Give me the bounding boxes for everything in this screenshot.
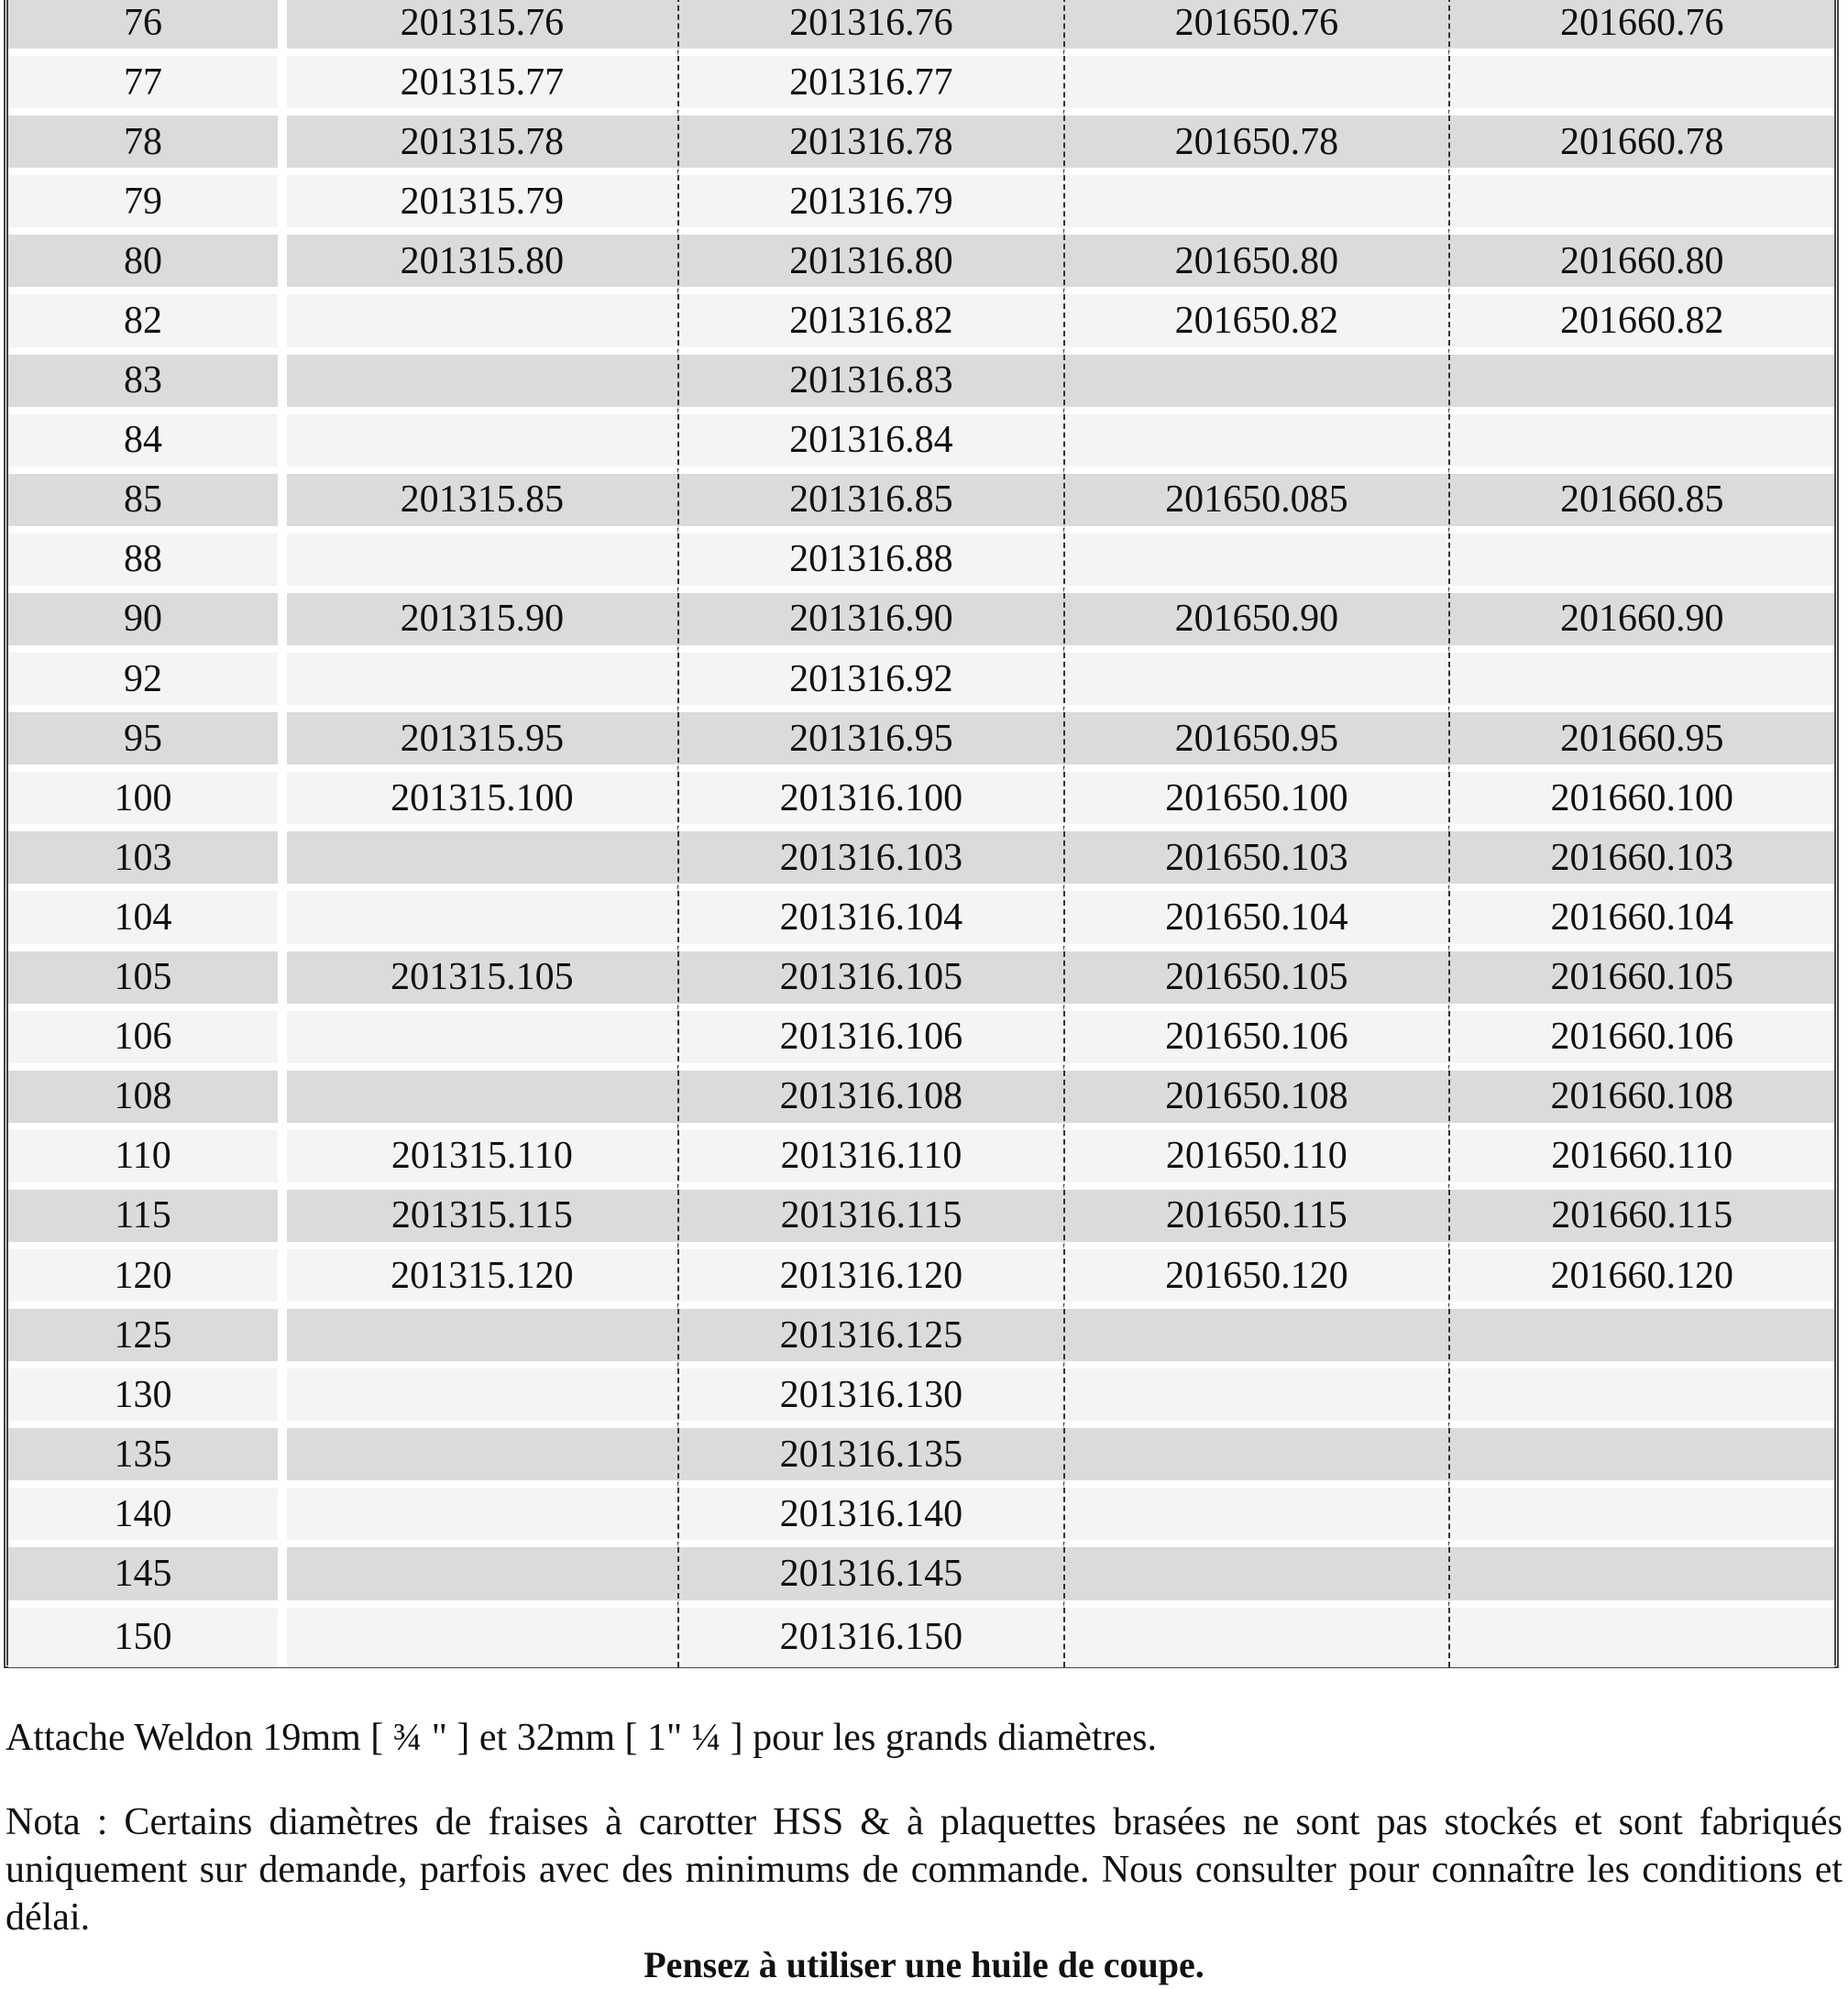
reference-cell <box>1448 414 1834 474</box>
reference-cell: 201650.105 <box>1063 951 1447 1011</box>
reference-cell: 201316.150 <box>677 1608 1063 1667</box>
reference-cell: 201315.110 <box>287 1130 677 1190</box>
reference-cell <box>1063 1428 1447 1488</box>
reference-cell: 201650.115 <box>1063 1190 1447 1249</box>
table-row <box>8 474 1834 533</box>
reference-cell <box>1448 533 1834 593</box>
reference-cell: 201315.78 <box>287 115 677 175</box>
reference-cell: 201315.77 <box>287 56 677 115</box>
reference-cell <box>1448 175 1834 235</box>
reference-cell: 201315.105 <box>287 951 677 1011</box>
reference-cell <box>1063 175 1447 235</box>
diameter-cell: 103 <box>8 831 287 891</box>
reference-cell: 201316.85 <box>677 474 1063 533</box>
reference-cell <box>1063 1309 1447 1368</box>
table-row <box>8 294 1834 354</box>
reference-cell: 201316.103 <box>677 831 1063 891</box>
reference-cell <box>1063 414 1447 474</box>
reference-cell: 201316.77 <box>677 56 1063 115</box>
table-row <box>8 891 1834 951</box>
table-row <box>8 414 1834 474</box>
reference-cell: 201315.100 <box>287 772 677 831</box>
diameter-cell: 82 <box>8 294 287 354</box>
table-row <box>8 0 1834 56</box>
table-row <box>8 1428 1834 1488</box>
reference-cell <box>1063 1368 1447 1428</box>
reference-cell: 201316.120 <box>677 1249 1063 1309</box>
diameter-cell: 77 <box>8 56 287 115</box>
reference-cell <box>287 1368 677 1428</box>
reference-cell: 201660.78 <box>1448 115 1834 175</box>
reference-cell: 201650.106 <box>1063 1011 1447 1071</box>
reference-cell: 201650.78 <box>1063 115 1447 175</box>
reference-cell: 201650.95 <box>1063 712 1447 772</box>
reference-cell: 201660.110 <box>1448 1130 1834 1190</box>
reference-cell: 201650.82 <box>1063 294 1447 354</box>
reference-cell: 201316.105 <box>677 951 1063 1011</box>
reference-cell <box>1063 653 1447 712</box>
reference-cell: 201316.78 <box>677 115 1063 175</box>
reference-cell: 201315.79 <box>287 175 677 235</box>
reference-cell: 201660.104 <box>1448 891 1834 951</box>
diameter-cell: 135 <box>8 1428 287 1488</box>
reference-cell: 201316.115 <box>677 1190 1063 1249</box>
diameter-cell: 83 <box>8 355 287 414</box>
table-row <box>8 1488 1834 1547</box>
diameter-cell: 80 <box>8 235 287 294</box>
table-row <box>8 1608 1834 1667</box>
reference-cell <box>287 653 677 712</box>
reference-cell <box>287 1428 677 1488</box>
reference-cell: 201660.100 <box>1448 772 1834 831</box>
table-row <box>8 951 1834 1011</box>
table-row <box>8 1071 1834 1130</box>
reference-cell: 201316.90 <box>677 593 1063 653</box>
diameter-cell: 85 <box>8 474 287 533</box>
reference-cell <box>1063 1488 1447 1547</box>
reference-cell: 201315.76 <box>287 0 677 56</box>
table-row <box>8 1011 1834 1071</box>
reference-cell <box>1063 1547 1447 1607</box>
reference-cell <box>287 1547 677 1607</box>
table-row <box>8 235 1834 294</box>
reference-cell <box>1448 1428 1834 1488</box>
diameter-cell: 150 <box>8 1608 287 1667</box>
cutting-oil-reminder: Pensez à utiliser une huile de coupe. <box>644 1944 1204 1985</box>
reference-cell <box>1448 1608 1834 1667</box>
reference-cell: 201660.105 <box>1448 951 1834 1011</box>
reference-cell: 201316.108 <box>677 1071 1063 1130</box>
reference-cell: 201650.104 <box>1063 891 1447 951</box>
table-row <box>8 712 1834 772</box>
reference-cell <box>1063 533 1447 593</box>
diameter-cell: 78 <box>8 115 287 175</box>
reference-cell: 201315.85 <box>287 474 677 533</box>
reference-cell: 201316.100 <box>677 772 1063 831</box>
reference-cell: 201660.95 <box>1448 712 1834 772</box>
diameter-cell: 84 <box>8 414 287 474</box>
table-row <box>8 1190 1834 1249</box>
reference-cell: 201316.140 <box>677 1488 1063 1547</box>
diameter-cell: 125 <box>8 1309 287 1368</box>
diameter-cell: 115 <box>8 1190 287 1249</box>
reference-cell: 201316.88 <box>677 533 1063 593</box>
table-row <box>8 1309 1834 1368</box>
reference-cell: 201316.79 <box>677 175 1063 235</box>
reference-cell: 201650.100 <box>1063 772 1447 831</box>
reference-cell: 201650.76 <box>1063 0 1447 56</box>
reference-cell <box>287 1071 677 1130</box>
diameter-cell: 110 <box>8 1130 287 1190</box>
reference-cell: 201660.120 <box>1448 1249 1834 1309</box>
table-row <box>8 175 1834 235</box>
reference-cell: 201316.92 <box>677 653 1063 712</box>
reference-cell: 201660.115 <box>1448 1190 1834 1249</box>
diameter-cell: 100 <box>8 772 287 831</box>
reference-cell: 201650.80 <box>1063 235 1447 294</box>
reference-cell <box>1063 56 1447 115</box>
diameter-cell: 88 <box>8 533 287 593</box>
reference-cell <box>287 831 677 891</box>
reference-cell <box>287 294 677 354</box>
diameter-cell: 79 <box>8 175 287 235</box>
diameter-cell: 108 <box>8 1071 287 1130</box>
reference-cell <box>1448 355 1834 414</box>
reference-cell: 201316.110 <box>677 1130 1063 1190</box>
diameter-cell: 90 <box>8 593 287 653</box>
reference-cell <box>287 891 677 951</box>
reference-cell <box>287 1488 677 1547</box>
reference-cell <box>1448 1309 1834 1368</box>
reference-cell: 201650.103 <box>1063 831 1447 891</box>
diameter-cell: 105 <box>8 951 287 1011</box>
diameter-cell: 145 <box>8 1547 287 1607</box>
diameter-cell: 140 <box>8 1488 287 1547</box>
reference-cell: 201315.90 <box>287 593 677 653</box>
reference-table-grid <box>8 0 1834 1667</box>
diameter-cell: 130 <box>8 1368 287 1428</box>
reference-cell: 201660.103 <box>1448 831 1834 891</box>
diameter-cell: 106 <box>8 1011 287 1071</box>
reference-cell: 201315.115 <box>287 1190 677 1249</box>
reference-cell: 201660.85 <box>1448 474 1834 533</box>
table-row <box>8 1249 1834 1309</box>
weldon-attachment-note: Attache Weldon 19mm [ ¾ " ] et 32mm [ 1" ¼ ] pour les grands diamètres. <box>6 1717 1158 1759</box>
table-row <box>8 1368 1834 1428</box>
reference-cell: 201316.104 <box>677 891 1063 951</box>
diameter-cell: 76 <box>8 0 287 56</box>
reference-cell <box>287 1309 677 1368</box>
reference-table <box>4 0 1839 1668</box>
table-row <box>8 533 1834 593</box>
table-row <box>8 593 1834 653</box>
reference-cell: 201650.085 <box>1063 474 1447 533</box>
reference-cell: 201650.120 <box>1063 1249 1447 1309</box>
reference-cell: 201316.82 <box>677 294 1063 354</box>
reference-cell: 201660.108 <box>1448 1071 1834 1130</box>
table-row <box>8 355 1834 414</box>
diameter-cell: 95 <box>8 712 287 772</box>
reference-cell: 201316.130 <box>677 1368 1063 1428</box>
reference-cell <box>287 533 677 593</box>
reference-cell: 201650.110 <box>1063 1130 1447 1190</box>
reference-cell: 201316.84 <box>677 414 1063 474</box>
table-body <box>8 0 1834 1667</box>
reference-cell: 201660.90 <box>1448 593 1834 653</box>
reference-cell: 201316.125 <box>677 1309 1063 1368</box>
reference-cell: 201316.83 <box>677 355 1063 414</box>
reference-cell: 201316.106 <box>677 1011 1063 1071</box>
reference-cell: 201316.76 <box>677 0 1063 56</box>
reference-cell: 201660.76 <box>1448 0 1834 56</box>
table-row <box>8 772 1834 831</box>
diameter-cell: 92 <box>8 653 287 712</box>
table-row <box>8 115 1834 175</box>
diameter-cell: 104 <box>8 891 287 951</box>
reference-cell: 201315.95 <box>287 712 677 772</box>
reference-cell: 201650.108 <box>1063 1071 1447 1130</box>
reference-cell: 201316.135 <box>677 1428 1063 1488</box>
reference-cell: 201316.80 <box>677 235 1063 294</box>
table-row <box>8 831 1834 891</box>
reference-cell <box>287 1608 677 1667</box>
table-row <box>8 1547 1834 1607</box>
reference-cell: 201315.120 <box>287 1249 677 1309</box>
reference-cell <box>1448 1488 1834 1547</box>
diameter-cell: 120 <box>8 1249 287 1309</box>
reference-cell <box>1063 1608 1447 1667</box>
table-row <box>8 653 1834 712</box>
reference-cell: 201660.80 <box>1448 235 1834 294</box>
reference-cell <box>1448 653 1834 712</box>
reference-cell: 201650.90 <box>1063 593 1447 653</box>
reference-cell: 201660.82 <box>1448 294 1834 354</box>
table-row <box>8 56 1834 115</box>
reference-cell: 201316.145 <box>677 1547 1063 1607</box>
reference-cell <box>287 414 677 474</box>
table-row <box>8 1130 1834 1190</box>
reference-cell <box>1063 355 1447 414</box>
reference-cell: 201316.95 <box>677 712 1063 772</box>
reference-cell: 201315.80 <box>287 235 677 294</box>
reference-cell <box>287 1011 677 1071</box>
reference-cell: 201660.106 <box>1448 1011 1834 1071</box>
reference-cell <box>1448 56 1834 115</box>
reference-cell <box>1448 1547 1834 1607</box>
reference-cell <box>287 355 677 414</box>
nota-paragraph: Nota : Certains diamètres de fraises à carotter HSS & à plaquettes brasées ne sont pas stockés et sont fabriqués uniquement sur demande, parfois avec des minimums de commande. Nous consulter pour connaître les conditions et délai. <box>6 1801 1842 1939</box>
reference-cell <box>1448 1368 1834 1428</box>
